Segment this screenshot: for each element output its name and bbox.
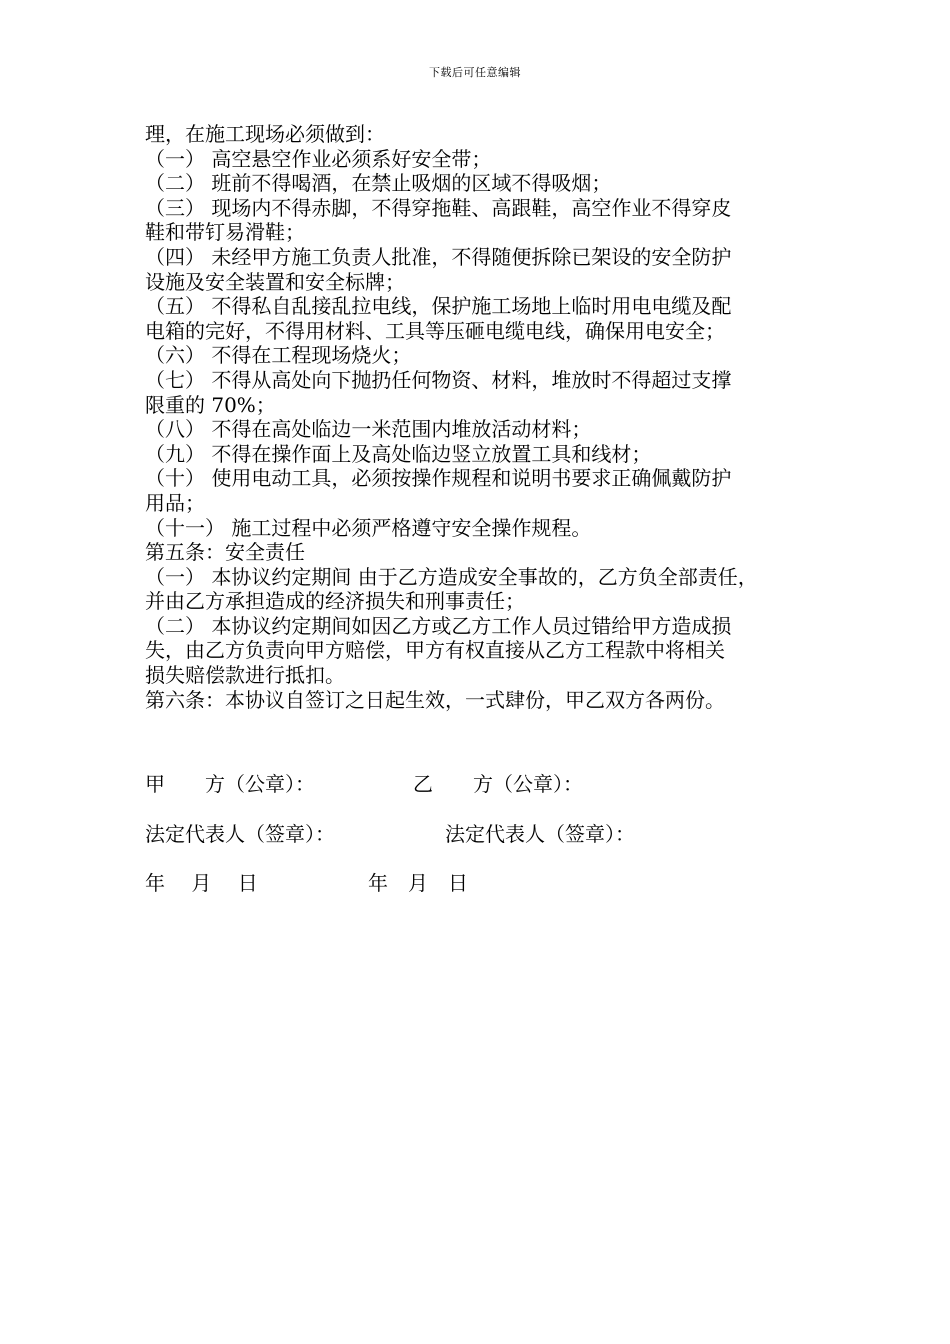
body-line: 设施及安全装置和安全标牌；: [145, 269, 405, 294]
document-body: [145, 122, 835, 712]
body-line: 鞋和带钉易滑鞋；: [145, 220, 305, 245]
section-heading: 第六条：本协议自签订之日起生效，一式肆份，甲乙双方各两份。: [145, 687, 725, 712]
body-line: （四） 未经甲方施工负责人批准，不得随便拆除已架设的安全防护: [145, 244, 732, 269]
body-line: 并由乙方承担造成的经济损失和刑事责任；: [145, 589, 525, 614]
body-line: （九） 不得在操作面上及高处临边竖立放置工具和线材；: [145, 441, 652, 466]
body-line: （一） 高空悬空作业必须系好安全带；: [145, 146, 492, 171]
body-line: （一） 本协议约定期间 由于乙方造成安全事故的，乙方负全部责任，: [145, 564, 758, 589]
section-heading: 第五条：安全责任: [145, 540, 305, 565]
body-line: （六） 不得在工程现场烧火；: [145, 343, 412, 368]
body-line: （二） 班前不得喝酒，在禁止吸烟的区域不得吸烟；: [145, 171, 612, 196]
body-line: （二） 本协议约定期间如因乙方或乙方工作人员过错给甲方造成损: [145, 613, 732, 638]
party-b-date-label: 年 月 日: [368, 871, 468, 895]
page-header: 下载后可任意编辑: [429, 66, 521, 79]
party-a-date-label: 年 月 日: [145, 871, 258, 895]
body-line: 损失赔偿款进行抵扣。: [145, 663, 345, 688]
body-line: （三） 现场内不得赤脚，不得穿拖鞋、高跟鞋，高空作业不得穿皮: [145, 195, 732, 220]
body-line: 用品；: [145, 490, 205, 515]
body-line: （七） 不得从高处向下抛扔任何物资、材料，堆放时不得超过支撑: [145, 367, 732, 392]
body-line: （五） 不得私自乱接乱拉电线，保护施工场地上临时用电电缆及配: [145, 294, 732, 319]
party-b-representative-label: 法定代表人（签章）：: [445, 822, 635, 846]
body-line: 理，在施工现场必须做到：: [145, 122, 385, 146]
body-line: 电箱的完好，不得用材料、工具等压砸电缆电线，确保用电安全；: [145, 318, 725, 343]
party-b-seal-label: 乙 方（公章）：: [413, 772, 583, 796]
body-line: （八） 不得在高处临边一米范围内堆放活动材料；: [145, 417, 592, 442]
party-a-representative-label: 法定代表人（签章）：: [145, 822, 335, 846]
body-line: 限重的 70%；: [145, 392, 276, 417]
party-a-seal-label: 甲 方（公章）：: [145, 772, 315, 796]
body-line: （十一） 施工过程中必须严格遵守安全操作规程。: [145, 515, 592, 540]
body-line: （十） 使用电动工具，必须按操作规程和说明书要求正确佩戴防护: [145, 466, 732, 491]
body-line: 失，由乙方负责向甲方赔偿，甲方有权直接从乙方工程款中将相关: [145, 638, 725, 663]
